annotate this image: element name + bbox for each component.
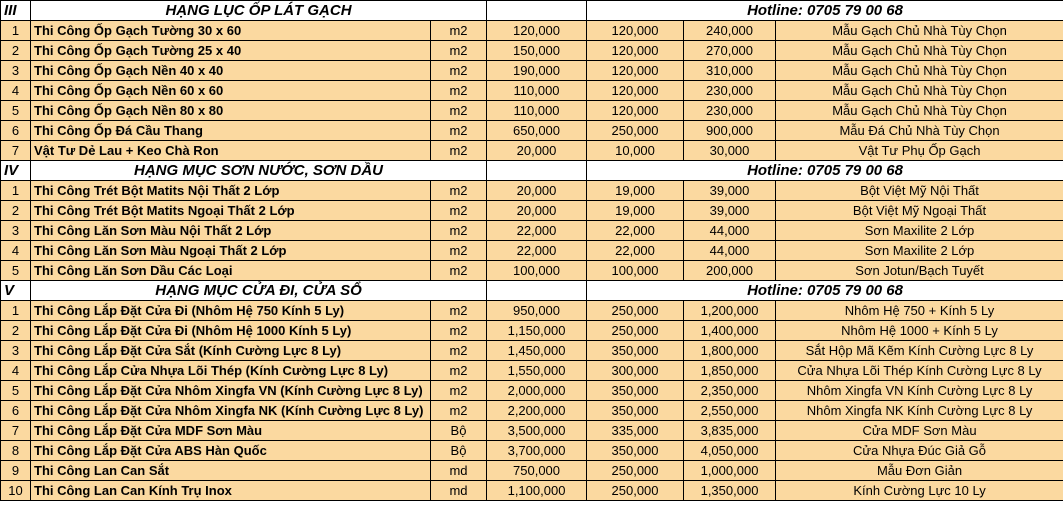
note: Sơn Maxilite 2 Lớp bbox=[776, 241, 1063, 261]
section-number: III bbox=[1, 1, 31, 21]
item-name: Thi Công Lắp Đặt Cửa Đi (Nhôm Hệ 1000 Kính 5 Ly) bbox=[31, 321, 431, 341]
note: Mẫu Gạch Chủ Nhà Tùy Chọn bbox=[776, 81, 1063, 101]
item-name: Thi Công Lan Can Kính Trụ Inox bbox=[31, 481, 431, 501]
table-row bbox=[1, 481, 1063, 501]
item-name: Thi Công Ốp Gạch Nền 60 x 60 bbox=[31, 81, 431, 101]
labor-price: 19,000 bbox=[587, 201, 684, 221]
item-name: Thi Công Ốp Gạch Nền 40 x 40 bbox=[31, 61, 431, 81]
note: Mẫu Gạch Chủ Nhà Tùy Chọn bbox=[776, 41, 1063, 61]
item-name: Thi Công Lắp Đặt Cửa Đi (Nhôm Hệ 750 Kính 5 Ly) bbox=[31, 301, 431, 321]
section-title: HẠNG LỤC ỐP LÁT GẠCH bbox=[31, 1, 487, 21]
total-price: 1,350,000 bbox=[684, 481, 776, 501]
labor-price: 350,000 bbox=[587, 401, 684, 421]
unit: m2 bbox=[431, 361, 487, 381]
material-price: 20,000 bbox=[487, 141, 587, 161]
item-name: Thi Công Lắp Đặt Cửa Nhôm Xingfa VN (Kính Cường Lực 8 Ly) bbox=[31, 381, 431, 401]
material-price: 110,000 bbox=[487, 101, 587, 121]
total-price: 2,350,000 bbox=[684, 381, 776, 401]
row-number: 4 bbox=[1, 81, 31, 101]
material-price: 150,000 bbox=[487, 41, 587, 61]
total-price: 44,000 bbox=[684, 241, 776, 261]
item-name: Thi Công Lắp Đặt Cửa ABS Hàn Quốc bbox=[31, 441, 431, 461]
table-row bbox=[1, 441, 1063, 461]
section-number: V bbox=[1, 281, 31, 301]
total-price: 1,850,000 bbox=[684, 361, 776, 381]
hotline: Hotline: 0705 79 00 68 bbox=[587, 281, 1063, 301]
row-number: 3 bbox=[1, 61, 31, 81]
material-price: 650,000 bbox=[487, 121, 587, 141]
total-price: 4,050,000 bbox=[684, 441, 776, 461]
note: Sơn Maxilite 2 Lớp bbox=[776, 221, 1063, 241]
total-price: 3,835,000 bbox=[684, 421, 776, 441]
table-row bbox=[1, 221, 1063, 241]
total-price: 1,200,000 bbox=[684, 301, 776, 321]
labor-price: 120,000 bbox=[587, 101, 684, 121]
item-name: Thi Công Lăn Sơn Màu Ngoại Thất 2 Lớp bbox=[31, 241, 431, 261]
row-number: 4 bbox=[1, 361, 31, 381]
total-price: 200,000 bbox=[684, 261, 776, 281]
note: Bột Việt Mỹ Nội Thất bbox=[776, 181, 1063, 201]
total-price: 230,000 bbox=[684, 101, 776, 121]
note: Nhôm Xingfa NK Kính Cường Lực 8 Ly bbox=[776, 401, 1063, 421]
labor-price: 250,000 bbox=[587, 461, 684, 481]
labor-price: 350,000 bbox=[587, 441, 684, 461]
labor-price: 120,000 bbox=[587, 41, 684, 61]
section-header bbox=[1, 161, 1063, 181]
row-number: 10 bbox=[1, 481, 31, 501]
note: Sắt Hộp Mã Kẽm Kính Cường Lực 8 Ly bbox=[776, 341, 1063, 361]
labor-price: 22,000 bbox=[587, 241, 684, 261]
note: Nhôm Xingfa VN Kính Cường Lực 8 Ly bbox=[776, 381, 1063, 401]
table-row bbox=[1, 41, 1063, 61]
section-spacer bbox=[487, 281, 587, 301]
material-price: 20,000 bbox=[487, 201, 587, 221]
item-name: Thi Công Lắp Đặt Cửa MDF Sơn Màu bbox=[31, 421, 431, 441]
unit: m2 bbox=[431, 301, 487, 321]
section-title: HẠNG MỤC CỬA ĐI, CỬA SỔ bbox=[31, 281, 487, 301]
unit: Bộ bbox=[431, 421, 487, 441]
total-price: 1,800,000 bbox=[684, 341, 776, 361]
table-row bbox=[1, 21, 1063, 41]
note: Cửa Nhựa Lõi Thép Kính Cường Lực 8 Ly bbox=[776, 361, 1063, 381]
note: Cửa MDF Sơn Màu bbox=[776, 421, 1063, 441]
material-price: 1,550,000 bbox=[487, 361, 587, 381]
unit: m2 bbox=[431, 81, 487, 101]
table-row bbox=[1, 141, 1063, 161]
labor-price: 250,000 bbox=[587, 301, 684, 321]
table-row bbox=[1, 261, 1063, 281]
table-row bbox=[1, 381, 1063, 401]
row-number: 5 bbox=[1, 101, 31, 121]
material-price: 750,000 bbox=[487, 461, 587, 481]
unit: m2 bbox=[431, 261, 487, 281]
item-name: Thi Công Ốp Gạch Nền 80 x 80 bbox=[31, 101, 431, 121]
unit: m2 bbox=[431, 321, 487, 341]
labor-price: 100,000 bbox=[587, 261, 684, 281]
material-price: 2,200,000 bbox=[487, 401, 587, 421]
table-row bbox=[1, 201, 1063, 221]
labor-price: 350,000 bbox=[587, 381, 684, 401]
table-row bbox=[1, 341, 1063, 361]
item-name: Thi Công Lắp Cửa Nhựa Lõi Thép (Kính Cường Lực 8 Ly) bbox=[31, 361, 431, 381]
note: Mẫu Gạch Chủ Nhà Tùy Chọn bbox=[776, 101, 1063, 121]
table-row bbox=[1, 81, 1063, 101]
total-price: 900,000 bbox=[684, 121, 776, 141]
section-title: HẠNG MỤC SƠN NƯỚC, SƠN DẦU bbox=[31, 161, 487, 181]
table-row bbox=[1, 181, 1063, 201]
unit: m2 bbox=[431, 101, 487, 121]
table-row bbox=[1, 461, 1063, 481]
item-name: Thi Công Ốp Đá Cầu Thang bbox=[31, 121, 431, 141]
item-name: Thi Công Ốp Gạch Tường 30 x 60 bbox=[31, 21, 431, 41]
total-price: 310,000 bbox=[684, 61, 776, 81]
table-row bbox=[1, 401, 1063, 421]
row-number: 2 bbox=[1, 321, 31, 341]
section-spacer bbox=[487, 1, 587, 21]
row-number: 3 bbox=[1, 221, 31, 241]
total-price: 230,000 bbox=[684, 81, 776, 101]
table-row bbox=[1, 321, 1063, 341]
table-row bbox=[1, 421, 1063, 441]
unit: md bbox=[431, 461, 487, 481]
table-row bbox=[1, 361, 1063, 381]
note: Mẫu Đơn Giản bbox=[776, 461, 1063, 481]
table-row bbox=[1, 121, 1063, 141]
row-number: 1 bbox=[1, 301, 31, 321]
table-row bbox=[1, 61, 1063, 81]
material-price: 190,000 bbox=[487, 61, 587, 81]
row-number: 1 bbox=[1, 21, 31, 41]
note: Nhôm Hệ 1000 + Kính 5 Ly bbox=[776, 321, 1063, 341]
unit: m2 bbox=[431, 21, 487, 41]
row-number: 2 bbox=[1, 201, 31, 221]
row-number: 2 bbox=[1, 41, 31, 61]
item-name: Vật Tư Dẻ Lau + Keo Chà Ron bbox=[31, 141, 431, 161]
note: Nhôm Hệ 750 + Kính 5 Ly bbox=[776, 301, 1063, 321]
unit: Bộ bbox=[431, 441, 487, 461]
item-name: Thi Công Lăn Sơn Dầu Các Loại bbox=[31, 261, 431, 281]
note: Kính Cường Lực 10 Ly bbox=[776, 481, 1063, 501]
note: Vật Tư Phụ Ốp Gạch bbox=[776, 141, 1063, 161]
material-price: 1,150,000 bbox=[487, 321, 587, 341]
material-price: 22,000 bbox=[487, 221, 587, 241]
row-number: 6 bbox=[1, 121, 31, 141]
section-number: IV bbox=[1, 161, 31, 181]
labor-price: 250,000 bbox=[587, 121, 684, 141]
row-number: 8 bbox=[1, 441, 31, 461]
unit: m2 bbox=[431, 121, 487, 141]
material-price: 950,000 bbox=[487, 301, 587, 321]
note: Mẫu Đá Chủ Nhà Tùy Chọn bbox=[776, 121, 1063, 141]
row-number: 5 bbox=[1, 261, 31, 281]
section-header bbox=[1, 281, 1063, 301]
total-price: 30,000 bbox=[684, 141, 776, 161]
material-price: 1,100,000 bbox=[487, 481, 587, 501]
item-name: Thi Công Lắp Đặt Cửa Sắt (Kính Cường Lực 8 Ly) bbox=[31, 341, 431, 361]
unit: m2 bbox=[431, 201, 487, 221]
unit: m2 bbox=[431, 401, 487, 421]
labor-price: 250,000 bbox=[587, 321, 684, 341]
table-row bbox=[1, 241, 1063, 261]
labor-price: 120,000 bbox=[587, 61, 684, 81]
note: Bột Việt Mỹ Ngoại Thất bbox=[776, 201, 1063, 221]
unit: m2 bbox=[431, 181, 487, 201]
row-number: 6 bbox=[1, 401, 31, 421]
material-price: 3,500,000 bbox=[487, 421, 587, 441]
note: Sơn Jotun/Bạch Tuyết bbox=[776, 261, 1063, 281]
table-row bbox=[1, 101, 1063, 121]
section-header bbox=[1, 1, 1063, 21]
total-price: 39,000 bbox=[684, 181, 776, 201]
hotline: Hotline: 0705 79 00 68 bbox=[587, 161, 1063, 181]
unit: m2 bbox=[431, 221, 487, 241]
labor-price: 250,000 bbox=[587, 481, 684, 501]
material-price: 120,000 bbox=[487, 21, 587, 41]
item-name: Thi Công Lắp Đặt Cửa Nhôm Xingfa NK (Kính Cường Lực 8 Ly) bbox=[31, 401, 431, 421]
table-row bbox=[1, 301, 1063, 321]
labor-price: 22,000 bbox=[587, 221, 684, 241]
price-table-body bbox=[1, 1, 1063, 501]
unit: md bbox=[431, 481, 487, 501]
note: Mẫu Gạch Chủ Nhà Tùy Chọn bbox=[776, 61, 1063, 81]
total-price: 2,550,000 bbox=[684, 401, 776, 421]
labor-price: 19,000 bbox=[587, 181, 684, 201]
material-price: 3,700,000 bbox=[487, 441, 587, 461]
row-number: 1 bbox=[1, 181, 31, 201]
material-price: 110,000 bbox=[487, 81, 587, 101]
material-price: 22,000 bbox=[487, 241, 587, 261]
material-price: 2,000,000 bbox=[487, 381, 587, 401]
labor-price: 350,000 bbox=[587, 341, 684, 361]
labor-price: 10,000 bbox=[587, 141, 684, 161]
labor-price: 335,000 bbox=[587, 421, 684, 441]
note: Mẫu Gạch Chủ Nhà Tùy Chọn bbox=[776, 21, 1063, 41]
total-price: 1,000,000 bbox=[684, 461, 776, 481]
labor-price: 120,000 bbox=[587, 81, 684, 101]
material-price: 100,000 bbox=[487, 261, 587, 281]
section-spacer bbox=[487, 161, 587, 181]
total-price: 270,000 bbox=[684, 41, 776, 61]
item-name: Thi Công Ốp Gạch Tường 25 x 40 bbox=[31, 41, 431, 61]
item-name: Thi Công Lan Can Sắt bbox=[31, 461, 431, 481]
unit: m2 bbox=[431, 241, 487, 261]
unit: m2 bbox=[431, 341, 487, 361]
unit: m2 bbox=[431, 41, 487, 61]
note: Cửa Nhựa Đúc Giả Gỗ bbox=[776, 441, 1063, 461]
material-price: 20,000 bbox=[487, 181, 587, 201]
item-name: Thi Công Trét Bột Matits Nội Thất 2 Lớp bbox=[31, 181, 431, 201]
unit: m2 bbox=[431, 141, 487, 161]
labor-price: 300,000 bbox=[587, 361, 684, 381]
total-price: 39,000 bbox=[684, 201, 776, 221]
unit: m2 bbox=[431, 381, 487, 401]
row-number: 7 bbox=[1, 141, 31, 161]
total-price: 1,400,000 bbox=[684, 321, 776, 341]
item-name: Thi Công Trét Bột Matits Ngoại Thất 2 Lớp bbox=[31, 201, 431, 221]
row-number: 4 bbox=[1, 241, 31, 261]
labor-price: 120,000 bbox=[587, 21, 684, 41]
item-name: Thi Công Lăn Sơn Màu Nội Thất 2 Lớp bbox=[31, 221, 431, 241]
row-number: 9 bbox=[1, 461, 31, 481]
row-number: 7 bbox=[1, 421, 31, 441]
unit: m2 bbox=[431, 61, 487, 81]
total-price: 44,000 bbox=[684, 221, 776, 241]
total-price: 240,000 bbox=[684, 21, 776, 41]
row-number: 5 bbox=[1, 381, 31, 401]
row-number: 3 bbox=[1, 341, 31, 361]
hotline: Hotline: 0705 79 00 68 bbox=[587, 1, 1063, 21]
material-price: 1,450,000 bbox=[487, 341, 587, 361]
